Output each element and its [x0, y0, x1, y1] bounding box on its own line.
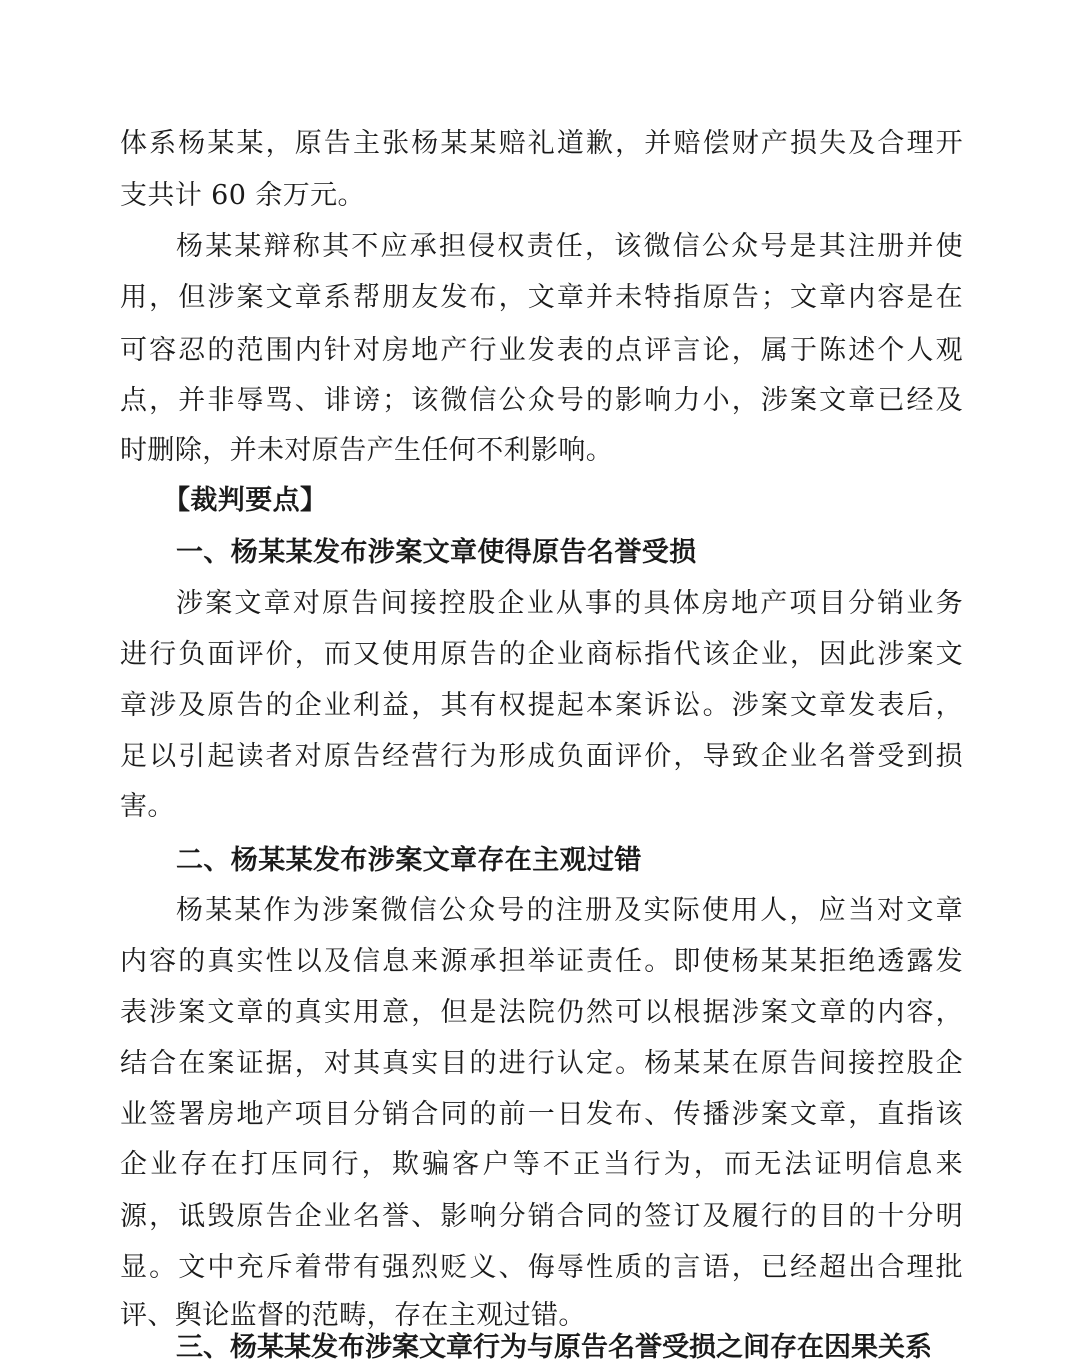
paragraph-line: 表涉案文章的真实用意，但是法院仍然可以根据涉案文章的内容， [120, 997, 963, 1028]
paragraph-line: 业签署房地产项目分销合同的前一日发布、传播涉案文章，直指该 [120, 1099, 963, 1130]
paragraph-line: 时删除，并未对原告产生任何不利影响。 [120, 435, 614, 466]
paragraph-line: 企业存在打压同行，欺骗客户等不正当行为，而无法证明信息来 [120, 1149, 963, 1180]
paragraph-line: 涉案文章对原告间接控股企业从事的具体房地产项目分销业务 [176, 588, 963, 619]
paragraph-line: 显。文中充斥着带有强烈贬义、侮辱性质的言语，已经超出合理批 [120, 1252, 963, 1283]
paragraph-line: 支共计 60 余万元。 [120, 180, 365, 211]
paragraph-line: 用，但涉案文章系帮朋友发布，文章并未特指原告；文章内容是在 [120, 282, 963, 313]
paragraph-line: 评、舆论监督的范畴，存在主观过错。 [120, 1300, 586, 1331]
paragraph-line: 体系杨某某，原告主张杨某某赔礼道歉，并赔偿财产损失及合理开 [120, 128, 963, 159]
paragraph-line: 杨某某辩称其不应承担侵权责任，该微信公众号是其注册并使 [176, 231, 963, 262]
subsection-heading: 一、杨某某发布涉案文章使得原告名誉受损 [176, 537, 697, 568]
section-heading: 【裁判要点】 [163, 485, 328, 516]
paragraph-line: 足以引起读者对原告经营行为形成负面评价，导致企业名誉受到损 [120, 741, 963, 772]
subsection-heading: 二、杨某某发布涉案文章存在主观过错 [176, 845, 642, 876]
paragraph-line: 结合在案证据，对其真实目的进行认定。杨某某在原告间接控股企 [120, 1048, 963, 1079]
paragraph-line: 害。 [120, 791, 175, 822]
paragraph-line: 内容的真实性以及信息来源承担举证责任。即使杨某某拒绝透露发 [120, 946, 963, 977]
paragraph-line: 可容忍的范围内针对房地产行业发表的点评言论，属于陈述个人观 [120, 335, 963, 366]
paragraph-line: 章涉及原告的企业利益，其有权提起本案诉讼。涉案文章发表后， [120, 690, 963, 721]
paragraph-line: 进行负面评价，而又使用原告的企业商标指代该企业，因此涉案文 [120, 639, 963, 670]
paragraph-line: 点，并非辱骂、诽谤；该微信公众号的影响力小，涉案文章已经及 [120, 385, 963, 416]
paragraph-line: 杨某某作为涉案微信公众号的注册及实际使用人，应当对文章 [176, 895, 963, 926]
paragraph-line: 源，诋毁原告企业名誉、影响分销合同的签订及履行的目的十分明 [120, 1201, 963, 1232]
cutoff-heading: 三、杨某某发布涉案文章行为与原告名誉受损之间存在因果关系 [176, 1332, 932, 1363]
